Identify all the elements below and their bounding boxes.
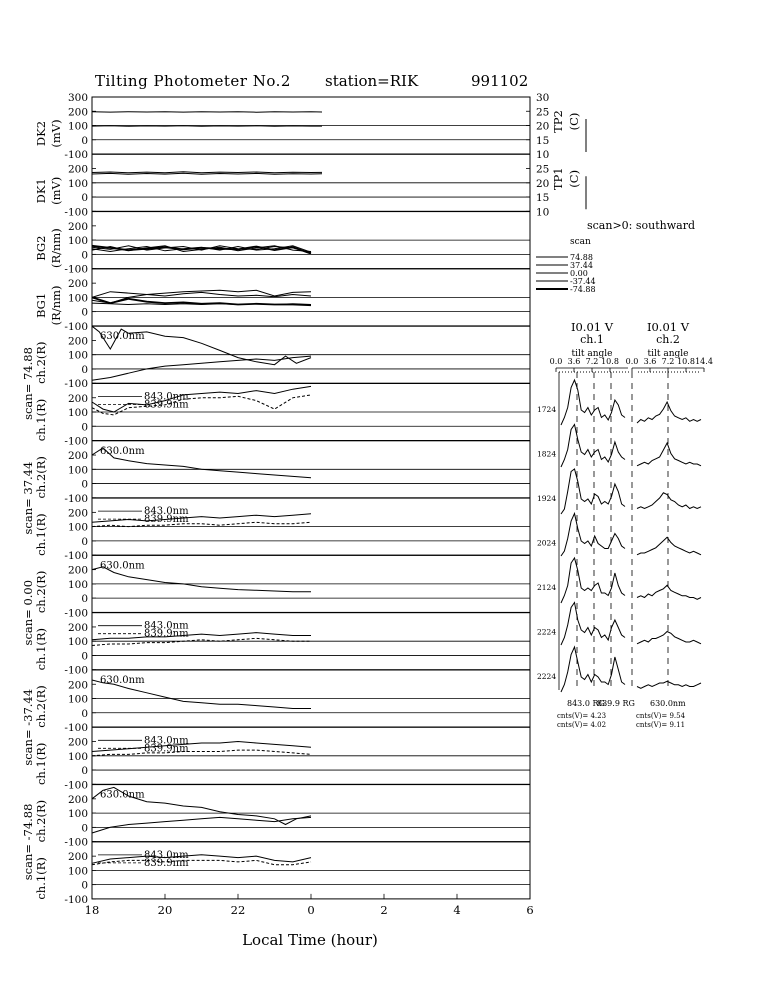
ch2-tick-label: 0.0 — [625, 357, 639, 366]
scan-label: scan= -37.44 — [21, 688, 35, 766]
y-axis-label: ch.1(R) — [34, 627, 48, 671]
y-axis-label: ch.2(R) — [34, 341, 48, 384]
y-tick-label: 100 — [67, 177, 88, 190]
legend-entry: -37.44 — [570, 277, 596, 286]
ch2-channel: ch.2 — [656, 333, 680, 346]
y-tick-label: 200 — [67, 621, 88, 634]
ch1-voltage: I0.01 V — [570, 320, 614, 334]
right-tick-label: 15 — [536, 134, 550, 147]
wavelength-label-839: 839.9nm — [144, 743, 189, 755]
ch1-profile — [561, 558, 625, 603]
ch1-tick-label: 0.0 — [549, 357, 563, 366]
ch2-voltage: I0.01 V — [646, 320, 690, 334]
wavelength-label: 630.0nm — [100, 789, 145, 801]
panel-dk1 — [34, 154, 586, 218]
x-tick-label: 4 — [453, 902, 461, 917]
panel-s7488_ch2 — [34, 326, 530, 390]
wavelength-label: 630.0nm — [100, 445, 145, 457]
y-axis-label: BG1 — [34, 292, 48, 318]
ch2-counts-1: cnts(V)= 9.54 — [636, 712, 686, 720]
y-tick-label: -100 — [64, 779, 88, 792]
y-tick-label: 100 — [67, 292, 88, 305]
ch2-tick-label: 10.8 — [677, 357, 695, 366]
y-tick-label: -100 — [64, 206, 88, 219]
panel-sm3744_ch1 — [34, 727, 530, 791]
ch1-profile — [561, 603, 625, 646]
series-line — [92, 522, 311, 526]
y-tick-label: 100 — [67, 521, 88, 534]
y-tick-label: -100 — [64, 893, 88, 906]
y-tick-label: 0 — [81, 249, 88, 262]
y-tick-label: -100 — [64, 320, 88, 333]
panel-s3744_ch1 — [34, 498, 530, 562]
y-axis-label: ch.2(R) — [34, 570, 48, 614]
wavelength-label-843: 843.0nm — [144, 735, 189, 747]
x-tick-label: 18 — [84, 902, 100, 917]
x-tick-label: 6 — [526, 902, 534, 917]
y-tick-label: 100 — [67, 808, 88, 821]
y-axis-unit: (R/nm) — [49, 228, 63, 269]
y-axis-unit: (mV) — [49, 176, 63, 205]
y-tick-label: 200 — [67, 335, 88, 348]
series-line — [92, 750, 311, 756]
right-tick-label: 20 — [536, 177, 550, 190]
right-tick-label: 25 — [536, 163, 550, 176]
ch2-axis-title: tilt angle — [647, 349, 689, 359]
y-tick-label: 100 — [67, 693, 88, 706]
y-tick-label: 200 — [67, 106, 88, 119]
profile-time-label: 1824 — [537, 449, 557, 459]
y-tick-label: -100 — [64, 378, 88, 391]
profile-time-label: 2124 — [537, 583, 557, 592]
profile-time-label: 2224 — [537, 627, 557, 637]
ch2-bottom-label: 630.0nm — [650, 699, 686, 708]
ch2-tick-label: 3.6 — [643, 357, 657, 366]
x-tick-label: 20 — [157, 902, 173, 917]
profile-time-label: 1724 — [537, 405, 557, 414]
ch2-profile — [637, 632, 701, 644]
wavelength-label-843: 843.0nm — [144, 391, 189, 403]
y-tick-label: 200 — [67, 736, 88, 749]
y-tick-label: 200 — [67, 564, 88, 577]
y-tick-label: 0 — [81, 363, 88, 376]
ch2-counts-2: cnts(V)= 9.11 — [636, 721, 686, 729]
y-tick-label: 0 — [81, 306, 88, 319]
ch1-counts-1: cnts(V)= 4.23 — [557, 712, 607, 720]
y-tick-label: 0 — [81, 134, 88, 147]
panel-bg1 — [34, 269, 530, 333]
y-axis-label: ch.1(R) — [34, 857, 48, 900]
ch2-profile — [637, 537, 701, 555]
y-axis-label: DK2 — [34, 120, 48, 147]
y-axis-label: ch.2(R) — [34, 456, 48, 499]
date-label: 991102 — [471, 72, 529, 90]
right-axis-unit: (C) — [567, 112, 581, 131]
y-tick-label: 200 — [67, 507, 88, 520]
y-axis-label: ch.2(R) — [34, 799, 48, 843]
ch1-profile — [561, 380, 625, 425]
ch2-tick-label: 7.2 — [661, 357, 675, 366]
y-axis-label: DK1 — [34, 178, 48, 204]
right-tick-label: 30 — [536, 92, 550, 104]
series-line — [92, 172, 322, 173]
series-line — [92, 386, 311, 412]
ch2-profile — [637, 402, 701, 423]
y-axis-unit: (R/nm) — [49, 285, 63, 326]
series-line — [92, 514, 311, 526]
series-line — [92, 292, 311, 298]
legend-title: scan>0: southward — [587, 219, 695, 232]
y-tick-label: 200 — [67, 278, 88, 291]
legend-entry: 37.44 — [570, 261, 593, 270]
y-tick-label: -100 — [64, 664, 88, 677]
right-tick-label: 15 — [536, 192, 550, 205]
panel-s000_ch1 — [34, 613, 530, 677]
wavelength-label: 630.0nm — [100, 331, 145, 343]
ch1-bottom-label-839: 839.9 RG — [597, 699, 635, 708]
scan-label: scan= 0.00 — [21, 579, 35, 646]
y-tick-label: 100 — [67, 349, 88, 362]
y-tick-label: -100 — [64, 492, 88, 505]
right-tick-label: 10 — [536, 206, 550, 219]
y-tick-label: 200 — [67, 392, 88, 405]
panel-s3744_ch2 — [34, 441, 530, 505]
y-tick-label: 0 — [81, 707, 88, 720]
ch1-tick-label: 3.6 — [567, 357, 581, 366]
ch2-profile — [637, 443, 701, 466]
ch1-tick-label: 10.8 — [601, 357, 619, 366]
scan-label: scan= 74.88 — [21, 347, 35, 420]
legend-subtitle: scan — [570, 237, 591, 247]
wavelength-label-839: 839.9nm — [144, 514, 189, 526]
y-tick-label: 100 — [67, 636, 88, 649]
y-tick-label: -100 — [64, 607, 88, 620]
right-axis-unit: (C) — [567, 169, 581, 188]
panel-sm7488_ch2 — [34, 785, 530, 849]
y-tick-label: 100 — [67, 464, 88, 477]
y-tick-label: 0 — [81, 822, 88, 835]
tilt-angle-profiles — [537, 320, 713, 729]
series-line — [92, 638, 311, 645]
legend-entry: 0.00 — [570, 269, 588, 278]
panel-dk2 — [34, 92, 586, 161]
y-tick-label: 0 — [81, 650, 88, 663]
y-tick-label: 0 — [81, 879, 88, 892]
station-label: station=RIK — [325, 72, 419, 90]
ch1-profile — [561, 425, 625, 468]
y-tick-label: 0 — [81, 765, 88, 778]
y-tick-label: 100 — [67, 407, 88, 419]
y-tick-label: 200 — [67, 163, 88, 176]
series-line — [92, 112, 322, 113]
wavelength-label: 630.0nm — [100, 675, 145, 686]
wavelength-label-839: 839.9nm — [144, 628, 189, 640]
y-tick-label: 100 — [67, 578, 88, 591]
ch1-channel: ch.1 — [580, 333, 604, 346]
profile-time-label: 2024 — [537, 538, 557, 548]
series-line — [92, 817, 311, 833]
ch2-profile — [637, 493, 701, 509]
panel-bg2 — [34, 212, 530, 276]
y-axis-label: ch.1(R) — [34, 398, 48, 442]
wavelength-label-843: 843.0nm — [144, 506, 189, 518]
right-axis-label: TP1 — [551, 167, 565, 191]
wavelength-label: 630.0nm — [100, 560, 145, 572]
right-tick-label: 25 — [536, 106, 550, 119]
y-tick-label: -100 — [64, 722, 88, 734]
y-tick-label: 0 — [81, 478, 88, 491]
y-tick-label: 200 — [67, 220, 88, 233]
ch1-tick-label: 7.2 — [585, 357, 599, 366]
x-tick-label: 22 — [230, 902, 246, 917]
ch1-bottom-label-843: 843.0 RG — [567, 699, 605, 708]
profile-time-label: 2224 — [537, 672, 557, 681]
ch1-profile — [561, 469, 625, 514]
ch1-axis-title: tilt angle — [571, 349, 613, 359]
panel-sm3744_ch2 — [34, 670, 530, 734]
y-tick-label: 100 — [67, 120, 88, 133]
ch1-profile — [561, 514, 625, 557]
y-tick-label: 0 — [81, 593, 88, 606]
y-axis-label: ch.2(R) — [34, 685, 48, 728]
x-tick-label: 0 — [307, 902, 315, 917]
wavelength-label-843: 843.0nm — [144, 849, 189, 861]
y-tick-label: -100 — [64, 836, 88, 849]
ch2-profile — [637, 585, 701, 599]
right-tick-label: 10 — [536, 149, 550, 161]
wavelength-label-839: 839.9nm — [144, 857, 189, 869]
legend-entry: 74.88 — [570, 253, 593, 262]
y-tick-label: 0 — [81, 535, 88, 548]
scan-label: scan= -74.88 — [21, 803, 35, 881]
y-tick-label: 200 — [67, 679, 88, 692]
right-tick-label: 20 — [536, 120, 550, 133]
figure-title: Tilting Photometer No.2 — [95, 72, 291, 90]
profile-time-label: 1924 — [537, 494, 557, 503]
panel-s7488_ch1 — [34, 384, 530, 448]
y-tick-label: -100 — [64, 435, 88, 448]
y-tick-label: 200 — [67, 450, 88, 463]
right-axis-label: TP2 — [551, 110, 565, 133]
ch1-counts-2: cnts(V)= 4.02 — [557, 721, 607, 729]
y-tick-label: 200 — [67, 793, 88, 806]
wavelength-label-843: 843.0nm — [144, 620, 189, 632]
y-axis-unit: (mV) — [49, 119, 63, 148]
y-tick-label: 200 — [67, 851, 88, 864]
ch2-tick-label: 14.4 — [695, 357, 713, 366]
y-tick-label: 100 — [67, 235, 88, 248]
series-line — [92, 356, 311, 380]
legend-entry: -74.88 — [570, 285, 596, 294]
panel-sm7488_ch1 — [34, 842, 530, 906]
y-axis-label: ch.1(R) — [34, 513, 48, 556]
y-tick-label: -100 — [64, 149, 88, 161]
series-line — [92, 742, 311, 755]
y-tick-label: -100 — [64, 263, 88, 276]
y-axis-label: BG2 — [34, 235, 48, 261]
scan-legend — [536, 219, 695, 294]
y-tick-label: 0 — [81, 192, 88, 205]
y-tick-label: -100 — [64, 550, 88, 563]
ch2-profile — [637, 681, 701, 688]
panel-s000_ch2 — [34, 555, 530, 619]
y-tick-label: 100 — [67, 750, 88, 763]
series-line — [92, 173, 322, 174]
wavelength-label-839: 839.9nm — [144, 399, 189, 411]
y-tick-label: 100 — [67, 865, 88, 878]
scan-label: scan= 37.44 — [21, 461, 35, 535]
series-line — [92, 855, 311, 864]
y-axis-label: ch.1(R) — [34, 742, 48, 786]
ch1-profile — [561, 647, 625, 692]
y-tick-label: 300 — [67, 92, 88, 104]
y-tick-label: 0 — [81, 421, 88, 434]
x-tick-label: 2 — [380, 902, 388, 917]
x-axis-label: Local Time (hour) — [242, 931, 378, 949]
